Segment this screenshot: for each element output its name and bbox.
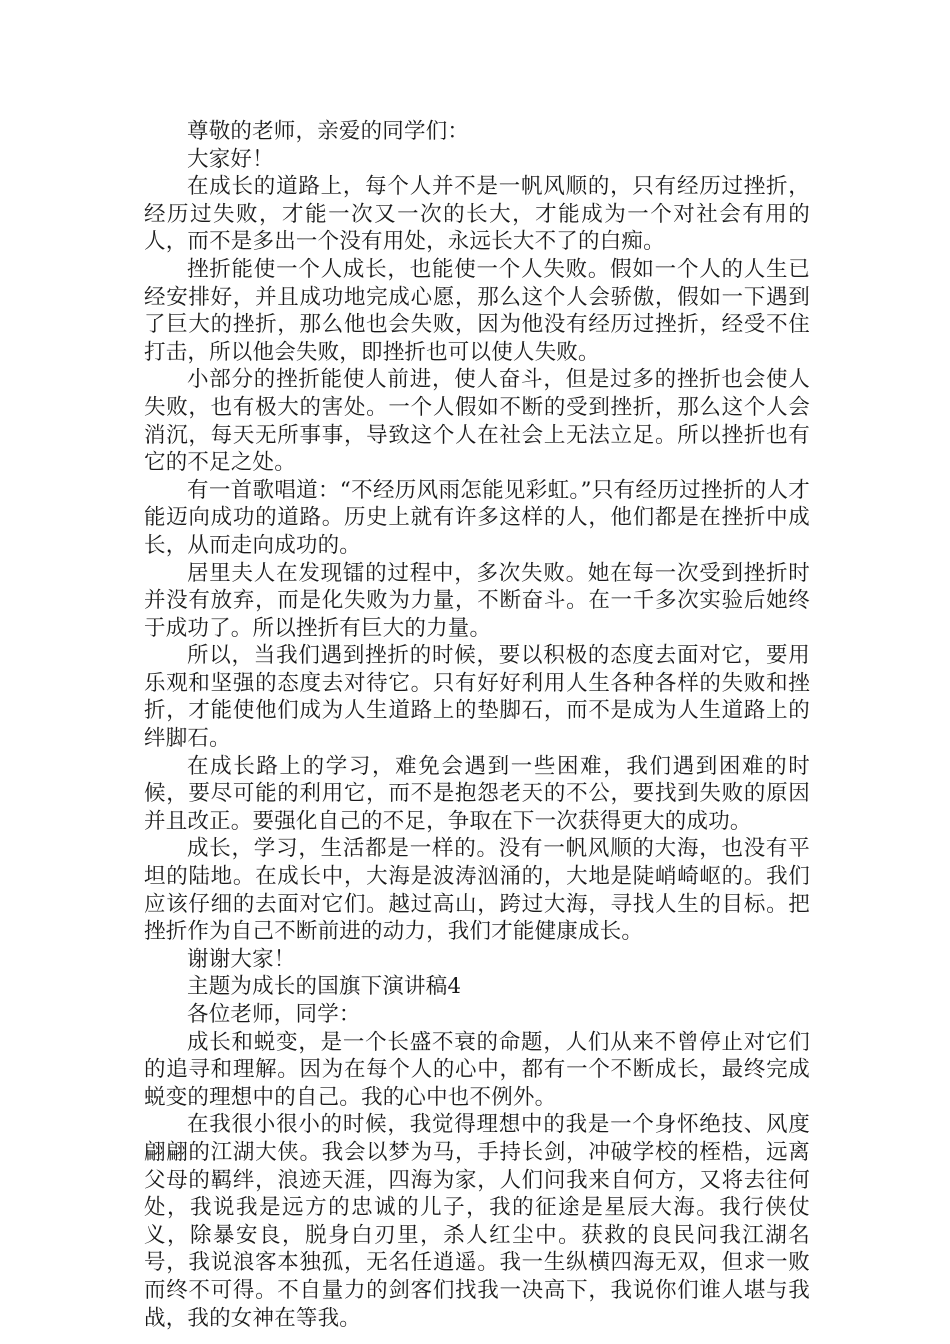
- body-paragraph: 在我很小很小的时候，我觉得理想中的我是一个身怀绝技、风度翩翩的江湖大侠。我会以梦为马，手持长剑，冲破学校的桎梏，远离父母的羁绊，浪迹天涯，四海为家，人们问我来自何方，又将去往何处，我说我是远方的忠诚的儿子，我的征途是星辰大海。我行侠仗义，除暴安良，脱身白刃里，杀人红尘中。获救的良民问我江湖名号，我说浪客本独孤，无名任逍遥。我一生纵横四海无双，但求一败而终不可得。不自量力的剑客们找我一决高下，我说你们谁人堪与我战，我的女神在等我。: [144, 1112, 810, 1331]
- body-paragraph: 成长和蜕变，是一个长盛不衰的命题，人们从来不曾停止对它们的追寻和理解。因为在每个人的心中，都有一个不断成长，最终完成蜕变的理想中的自己。我的心中也不例外。: [144, 1029, 810, 1110]
- body-paragraph: 在成长路上的学习，难免会遇到一些困难，我们遇到困难的时候，要尽可能的利用它，而不是抱怨老天的不公，要找到失败的原因并且改正。要强化自己的不足，争取在下一次获得更大的成功。: [144, 753, 810, 834]
- body-paragraph: 在成长的道路上，每个人并不是一帆风顺的，只有经历过挫折，经历过失败，才能一次又一次的长大，才能成为一个对社会有用的人，而不是多出一个没有用处，永远长大不了的白痴。: [144, 174, 810, 255]
- body-paragraph: 挫折能使一个人成长，也能使一个人失败。假如一个人的人生已经安排好，并且成功地完成心愿，那么这个人会骄傲，假如一下遇到了巨大的挫折，那么他也会失败，因为他没有经历过挫折，经受不住打击，所以他会失败，即挫折也可以使人失败。: [144, 256, 810, 365]
- body-paragraph: 居里夫人在发现镭的过程中，多次失败。她在每一次受到挫折时并没有放弃，而是化失败为力量，不断奋斗。在一千多次实验后她终于成功了。所以挫折有巨大的力量。: [144, 560, 810, 641]
- document-body: [144, 118, 810, 1332]
- salutation: 尊敬的老师，亲爱的同学们：: [187, 119, 470, 144]
- section-title: 主题为成长的国旗下演讲稿4: [187, 974, 462, 1000]
- closing: 谢谢大家！: [187, 946, 296, 972]
- salutation: 各位老师，同学：: [187, 1002, 361, 1027]
- body-paragraph: 成长，学习，生活都是一样的。没有一帆风顺的大海，也没有平坦的陆地。在成长中，大海是波涛汹涌的，大地是陡峭崎岖的。我们应该仔细的去面对它们。越过高山，跨过大海，寻找人生的目标。把挫折作为自己不断前进的动力，我们才能健康成长。: [144, 836, 810, 945]
- greeting: 大家好！: [187, 146, 274, 172]
- body-paragraph: 有一首歌唱道：“不经历风雨怎能见彩虹。”只有经历过挫折的人才能迈向成功的道路。历史上就有许多这样的人，他们都是在挫折中成长，从而走向成功的。: [144, 477, 810, 558]
- body-paragraph: 所以，当我们遇到挫折的时候，要以积极的态度去面对它，要用乐观和坚强的态度去对待它。只有好好利用人生各种各样的失败和挫折，才能使他们成为人生道路上的垫脚石，而不是成为人生道路上的绊脚石。: [144, 643, 810, 752]
- body-paragraph: 小部分的挫折能使人前进，使人奋斗，但是过多的挫折也会使人失败，也有极大的害处。一个人假如不断的受到挫折，那么这个人会消沉，每天无所事事，导致这个人在社会上无法立足。所以挫折也有它的不足之处。: [144, 367, 810, 476]
